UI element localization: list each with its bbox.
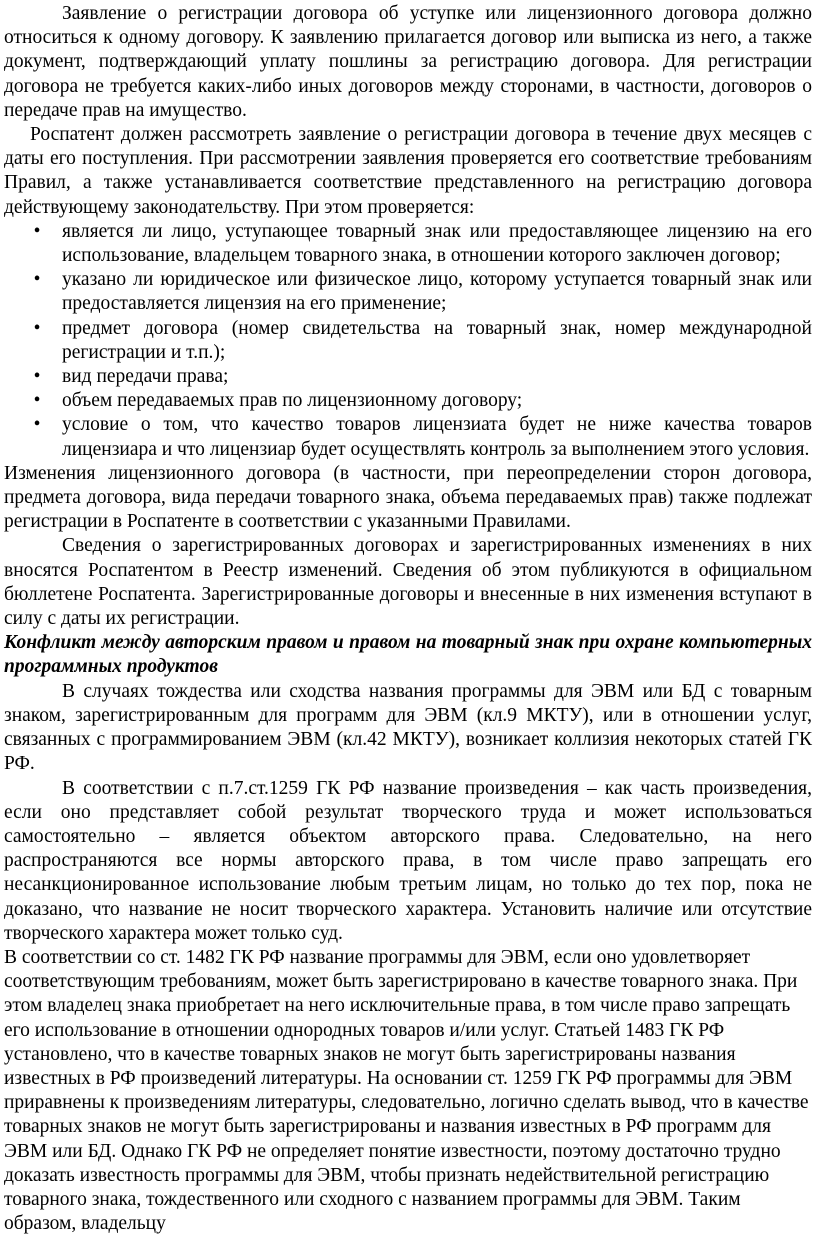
list-item	[4, 220, 812, 268]
paragraph-trademark-registration: В соответствии со ст. 1482 ГК РФ название программы для ЭВМ, если оно удовлетворяет соответствующим требованиям, может быть зарегистрировано в качестве товарного знака. При этом владелец знака приобретает на него исключительные права, в том числе право запрещать его использование в отношении однородных товаров и/или услуг. Статьей 1483 ГК РФ установлено, что в качестве товарных знаков не могут быть зарегистрированы названия известных в РФ произведений литературы. На основании ст. 1259 ГК РФ программы для ЭВМ приравнены к произведениям литературы, следовательно, логично сделать вывод, что в качестве товарных знаков не могут быть зарегистрированы и названия известных в РФ программ для ЭВМ или БД. Однако ГК РФ не определяет понятие известности, поэтому достаточно трудно доказать известность программы для ЭВМ, чтобы признать недействительной регистрацию товарного знака, тождественного или сходного с названием программы для ЭВМ. Таким образом, владельцу	[4, 946, 809, 1235]
list-item-text: предмет договора (номер свидетельства на товарный знак, номер международной регистрации и т.п.);	[62, 317, 812, 363]
list-item-text: условие о том, что качество товаров лицензиата будет не ниже качества товаров лицензиара и что лицензиар будет осуществлять контроль за выполнением этого условия.	[62, 414, 812, 460]
paragraph-name-conflict: В случаях тождества или сходства названия программы для ЭВМ или БД с товарным знаком, зарегистрированным для программ для ЭВМ (кл.9 МКТУ), или в отношении услуг, связанных с программированием ЭВМ (кл.42 МКТУ), возникает коллизия некоторых статей ГК РФ.	[4, 680, 812, 775]
bullet-icon: •	[33, 220, 41, 242]
bullet-icon: •	[33, 269, 41, 291]
list-item-text: указано ли юридическое или физическое лицо, которому уступается товарный знак или предоставляется лицензия на его применение;	[62, 269, 812, 315]
bullet-icon: •	[33, 366, 41, 388]
list-item	[4, 413, 812, 461]
paragraph-copyright-title: В соответствии с п.7.ст.1259 ГК РФ название произведения – как часть произведения, если оно представляет собой результат творческого труда и может использоваться самостоятельно – является объектом авторского права. Следовательно, на него распространяются все нормы авторского права, в том числе право запрещать его несанкционированное использование любым третьим лицам, но только до тех пор, пока не доказано, что название не носит творческого характера. Установить наличие или отсутствие творческого характера может только суд.	[4, 777, 812, 944]
checklist	[4, 220, 812, 462]
list-item	[4, 389, 812, 413]
paragraph-registry: Сведения о зарегистрированных договорах и зарегистрированных изменениях в них вносятся Роспатентом в Реестр изменений. Сведения об этом публикуются в официальном бюллетене Роспатента. Зарегистрированные договоры и внесенные в них изменения вступают в силу с даты их регистрации.	[4, 535, 812, 630]
bullet-icon: •	[33, 317, 41, 339]
bullet-icon: •	[33, 414, 41, 436]
paragraph-contract-application: Заявление о регистрации договора об уступке или лицензионного договора должно относиться к одному договору. К заявлению прилагается договор или выписка из него, а также документ, подтверждающий уплату пошлины за регистрацию договора. Для регистрации договора не требуется каких-либо иных договоров между сторонами, в частности, договоров о передаче прав на имущество.	[4, 3, 812, 121]
paragraph-license-changes: Изменения лицензионного договора (в частности, при переопределении сторон договора, предмета договора, вида передачи товарного знака, объема передаваемых прав) также подлежат регистрации в Роспатенте в соответствии с указанными Правилами.	[4, 462, 812, 533]
list-item-text: вид передачи права;	[62, 366, 229, 388]
list-item-text: является ли лицо, уступающее товарный знак или предоставляющее лицензию на его использование, владельцем товарного знака, в отношении которого заключен договор;	[62, 220, 812, 267]
list-item-text: объем передаваемых прав по лицензионному договору;	[62, 390, 523, 412]
list-item	[4, 365, 812, 389]
section-heading: Конфликт между авторским правом и правом на товарный знак при охране компьютерных программных продуктов	[4, 632, 812, 678]
bullet-icon: •	[33, 390, 41, 412]
list-item	[4, 317, 812, 365]
paragraph-rospatent-review: Роспатент должен рассмотреть заявление о регистрации договора в течение двух месяцев с даты его поступления. При рассмотрении заявления проверяется его соответствие требованиям Правил, а также устанавливается соответствие представленного на регистрацию договора действующему законодательству. При этом проверяется:	[4, 124, 812, 218]
list-item	[4, 268, 812, 316]
